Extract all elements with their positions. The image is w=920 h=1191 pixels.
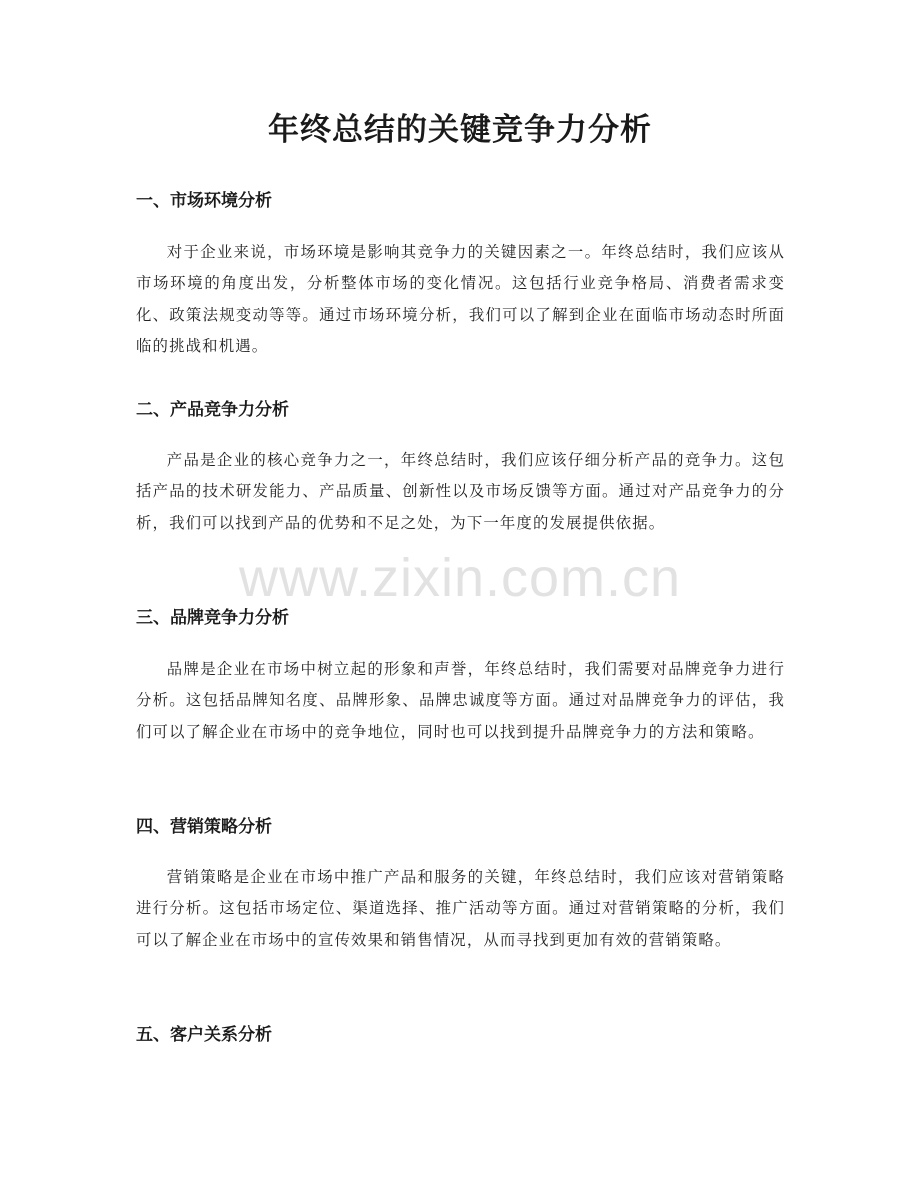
page-title: 年终总结的关键竞争力分析 xyxy=(268,112,652,148)
section-heading-market-environment: 一、市场环境分析 xyxy=(136,191,272,211)
section-heading-marketing-strategy: 四、营销策略分析 xyxy=(136,817,272,837)
section-heading-product-competitiveness: 二、产品竞争力分析 xyxy=(136,400,289,420)
section-heading-brand-competitiveness: 三、品牌竞争力分析 xyxy=(136,608,289,628)
section-body-brand-competitiveness: 品牌是企业在市场中树立起的形象和声誉，年终总结时，我们需要对品牌竞争力进行分析。这包括品牌知名度、品牌形象、品牌忠诚度等方面。通过对品牌竞争力的评估，我们可以了解企业在市场中的竞争地位，同时也可以找到提升品牌竞争力的方法和策略。 xyxy=(136,660,785,741)
section-body-marketing-strategy: 营销策略是企业在市场中推广产品和服务的关键，年终总结时，我们应该对营销策略进行分析。这包括市场定位、渠道选择、推广活动等方面。通过对营销策略的分析，我们可以了解企业在市场中的宣传效果和销售情况，从而寻找到更加有效的营销策略。 xyxy=(136,868,785,949)
section-body-product-competitiveness: 产品是企业的核心竞争力之一，年终总结时，我们应该仔细分析产品的竞争力。这包括产品的技术研发能力、产品质量、创新性以及市场反馈等方面。通过对产品竞争力的分析，我们可以找到产品的优势和不足之处，为下一年度的发展提供依据。 xyxy=(136,451,785,532)
watermark-text: www.zixin.com.cn xyxy=(238,548,682,608)
section-heading-customer-relationship: 五、客户关系分析 xyxy=(136,1025,272,1045)
section-body-market-environment: 对于企业来说，市场环境是影响其竞争力的关键因素之一。年终总结时，我们应该从市场环境的角度出发，分析整体市场的变化情况。这包括行业竞争格局、消费者需求变化、政策法规变动等等。通过市场环境分析，我们可以了解到企业在面临市场动态时所面临的挑战和机遇。 xyxy=(136,243,785,355)
